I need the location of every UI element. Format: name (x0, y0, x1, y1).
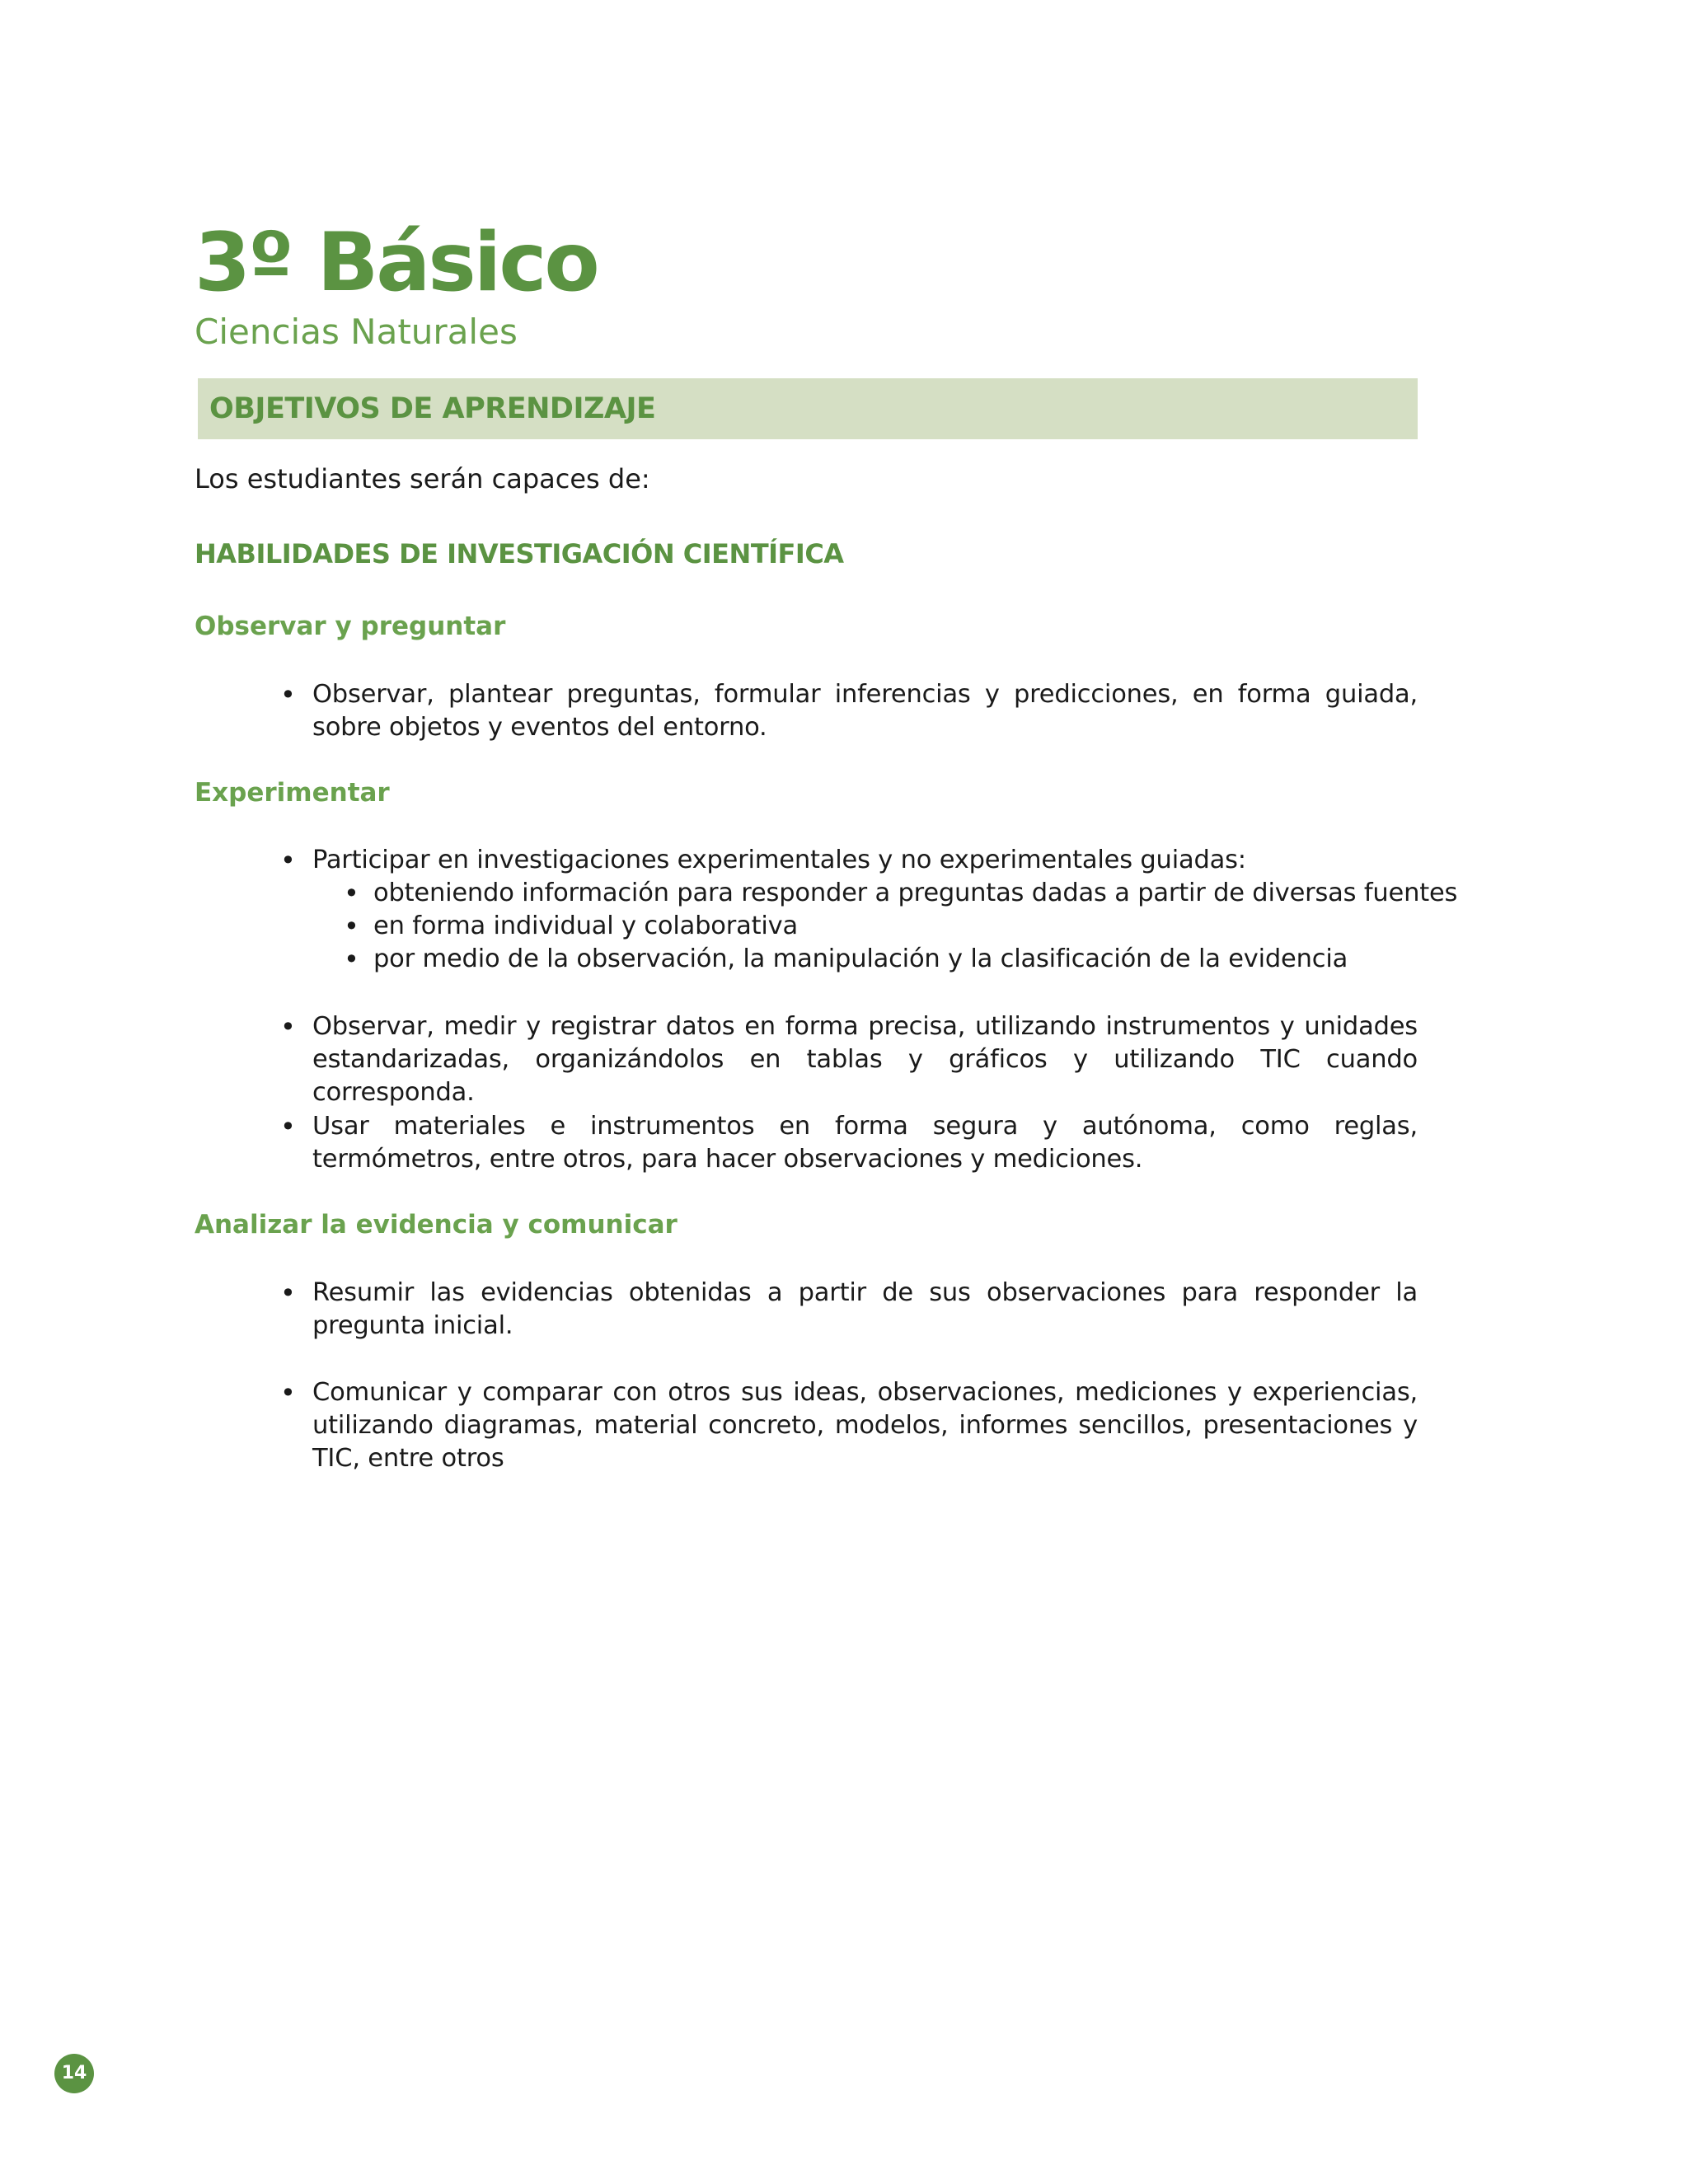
list-item-text: Usar materiales e instrumentos en forma segura y autónoma, como reglas, termómetros, entre otros, para hacer observaciones y mediciones. (312, 1112, 1418, 1174)
list-item (280, 1376, 1418, 1475)
bullet-icon: • (344, 944, 359, 975)
bullet-icon: • (344, 878, 359, 909)
list-item (280, 1277, 1418, 1343)
subheading-observar: Observar y preguntar (195, 612, 506, 641)
bullet-icon: • (280, 1111, 296, 1142)
list-item-text: Resumir las evidencias obtenidas a partir de sus observaciones para responder la pregunta inicial. (312, 1278, 1418, 1340)
sub-list-item (344, 943, 1432, 976)
sub-list-item (344, 910, 1432, 943)
subheading-experimentar: Experimentar (195, 778, 390, 808)
list-item (280, 1010, 1418, 1109)
bullet-icon: • (280, 1277, 296, 1309)
list-item-text: Observar, medir y registrar datos en forma precisa, utilizando instrumentos y unidades estandarizadas, organizándolos en tablas y gráficos y utilizando TIC cuando corresponda. (312, 1012, 1418, 1107)
sub-list-item-text: en forma individual y colaborativa (373, 912, 798, 940)
list-item (280, 1110, 1418, 1176)
section-heading: HABILIDADES DE INVESTIGACIÓN CIENTÍFICA (195, 538, 844, 569)
bullet-icon: • (280, 1011, 296, 1043)
sub-list-item (344, 877, 1458, 910)
objectives-banner (198, 378, 1418, 439)
list-item-text: Comunicar y comparar con otros sus ideas, observaciones, mediciones y experiencias, utilizando diagramas, material concreto, modelos, informes sencillos, presentaciones y TIC, entre otros (312, 1378, 1418, 1473)
list-item-text: Observar, plantear preguntas, formular inferencias y predicciones, en forma guiada, sobre objetos y eventos del entorno. (312, 680, 1418, 742)
list-item-text: Participar en investigaciones experimentales y no experimentales guiadas: (312, 846, 1246, 874)
bullet-icon: • (280, 679, 296, 710)
list-item (280, 844, 1418, 877)
page-subtitle: Ciencias Naturales (195, 312, 518, 352)
bullet-icon: • (280, 845, 296, 876)
bullet-icon: • (280, 1377, 296, 1408)
list-item (280, 678, 1418, 744)
intro-text: Los estudiantes serán capaces de: (195, 463, 650, 494)
bullet-icon: • (344, 911, 359, 942)
page-number-badge: 14 (54, 2054, 94, 2093)
sub-list-item-text: obteniendo información para responder a preguntas dadas a partir de diversas fuentes (373, 879, 1458, 907)
subheading-analizar: Analizar la evidencia y comunicar (195, 1210, 678, 1240)
objectives-banner-title: OBJETIVOS DE APRENDIZAJE (209, 392, 656, 425)
page-title: 3º Básico (195, 216, 598, 310)
sub-list-item-text: por medio de la observación, la manipulación y la clasificación de la evidencia (373, 944, 1348, 973)
